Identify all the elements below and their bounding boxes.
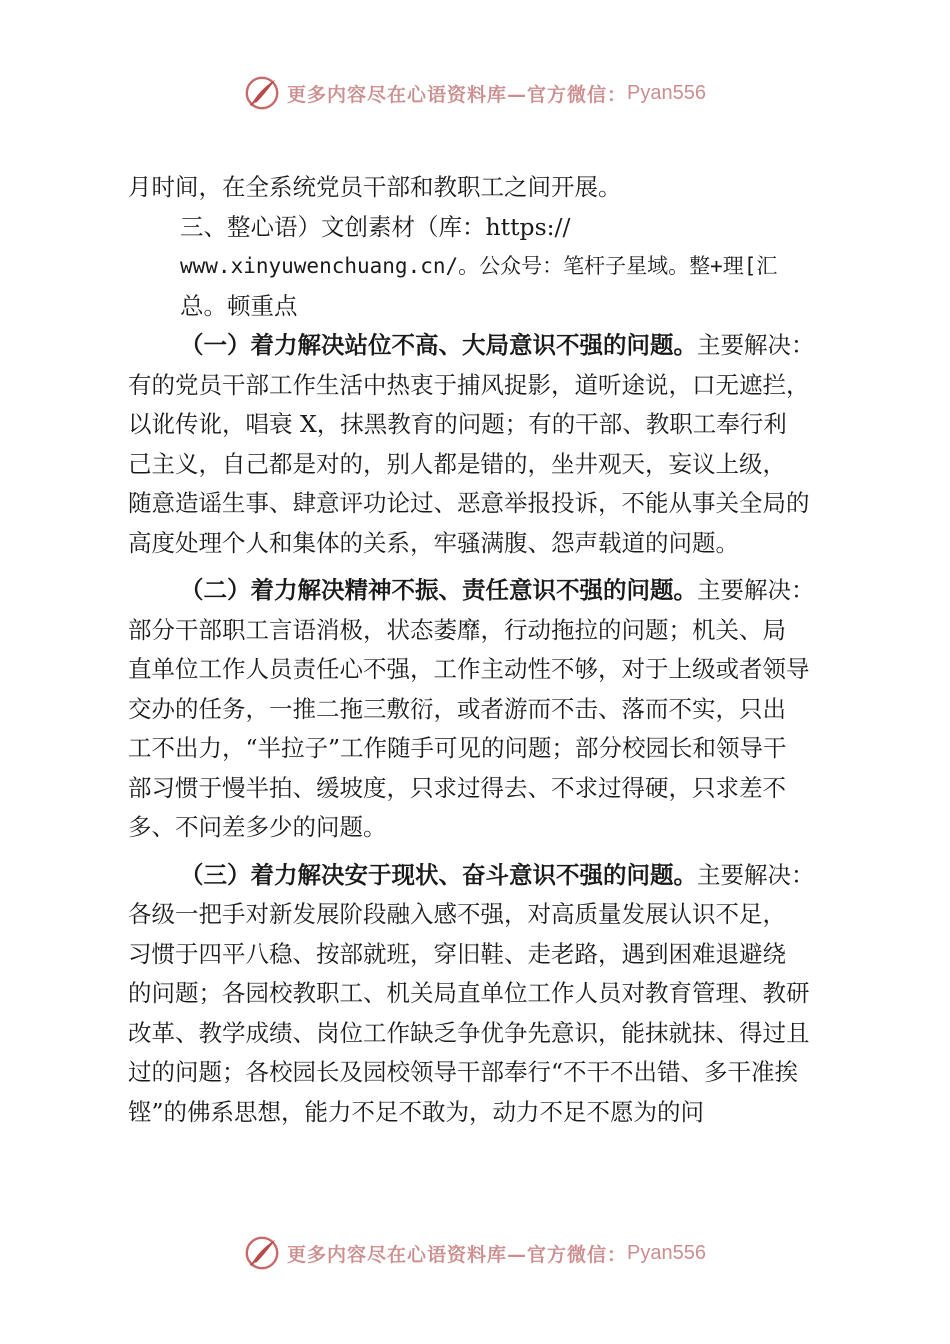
intro-line — [128, 247, 844, 287]
paragraph-line: 多、不问差多少的问题。 — [128, 813, 387, 841]
paragraph-line: 以讹传讹，唱衰 X，抹黑教育的问题；有的干部、教职工奉行利 — [128, 410, 787, 438]
footer-watermark — [243, 1228, 723, 1278]
watermark-text: 更多内容尽在心语资料库—官方微信： — [287, 1243, 628, 1266]
watermark-text: 更多内容尽在心语资料库—官方微信： — [287, 83, 628, 106]
paragraph-line: 随意造谣生事、肆意评功论过、恶意举报投诉，不能从事关全局的 — [128, 489, 810, 517]
watermark-wechat-id: Pyan556 — [627, 1241, 706, 1264]
paragraph-line: 交办的任务，一推二拖三敷衍，或者游而不击、落而不实，只出 — [128, 694, 786, 723]
intro-line: 月时间，在全系统党员干部和教职工之间开展。 — [128, 173, 622, 201]
intro-line: 总。顿重点 — [180, 291, 298, 320]
paragraph-line: 有的党员干部工作生活中热衷于捕风捉影，道听途说，口无遮拦， — [128, 370, 810, 399]
section-heading-line — [128, 326, 844, 366]
section-heading-line — [128, 571, 844, 611]
intro-line-text: www.xinyuwenchuang.cn/。公众号：笔杆子星域。整+理[汇 — [180, 254, 778, 278]
section-heading: （三）着力解决安于现状、奋斗意识不强的问题。 — [180, 860, 697, 889]
paragraph-line: 过的问题；各校园长及园校领导干部奉行“不干不出错、多干准挨 — [128, 1058, 799, 1086]
quill-pen-circle-icon — [243, 74, 281, 112]
paragraph-line: 高度处理个人和集体的关系，牢骚满腹、怨声载道的问题。 — [128, 528, 739, 557]
intro-line: 三、整心语）文创素材（库：https:// — [180, 212, 571, 241]
section-lead: 主要解决： — [697, 331, 815, 359]
paragraph-line: 部分干部职工言语消极，状态萎靡，行动拖拉的问题；机关、局 — [128, 615, 786, 644]
paragraph-line: 部习惯于慢半拍、缓坡度，只求过得去、不求过得硬，只求差不 — [128, 773, 786, 802]
paragraph-line: 直单位工作人员责任心不强，工作主动性不够，对于上级或者领导 — [128, 655, 810, 683]
watermark-wechat-id: Pyan556 — [627, 81, 706, 104]
section-lead: 主要解决： — [697, 576, 815, 604]
section-heading: （二）着力解决精神不振、责任意识不强的问题。 — [180, 576, 697, 604]
section-lead: 主要解决： — [697, 860, 815, 889]
paragraph-line: 改革、教学成绩、岗位工作缺乏争优争先意识，能抹就抹、得过且 — [128, 1018, 810, 1047]
paragraph-line: 己主义，自己都是对的，别人都是错的，坐井观天，妄议上级， — [128, 449, 786, 478]
paragraph-line: 工不出力，“半拉子”工作随手可见的问题；部分校园长和领导干 — [128, 734, 787, 762]
section-heading: （一）着力解决站位不高、大局意识不强的问题。 — [180, 331, 697, 359]
paragraph-line: 的问题；各园校教职工、机关局直单位工作人员对教育管理、教研 — [128, 979, 810, 1007]
paragraph-line: 铿”的佛系思想，能力不足不敢为，动力不足不愿为的问 — [128, 1097, 705, 1126]
quill-pen-circle-icon — [243, 1234, 281, 1272]
header-watermark — [243, 68, 723, 118]
document-body — [128, 168, 844, 1132]
paragraph-line: 习惯于四平八稳、按部就班，穿旧鞋、走老路，遇到困难退避绕 — [128, 939, 786, 968]
paragraph-line: 各级一把手对新发展阶段融入感不强，对高质量发展认识不足， — [128, 900, 786, 928]
section-heading-line — [128, 856, 844, 896]
